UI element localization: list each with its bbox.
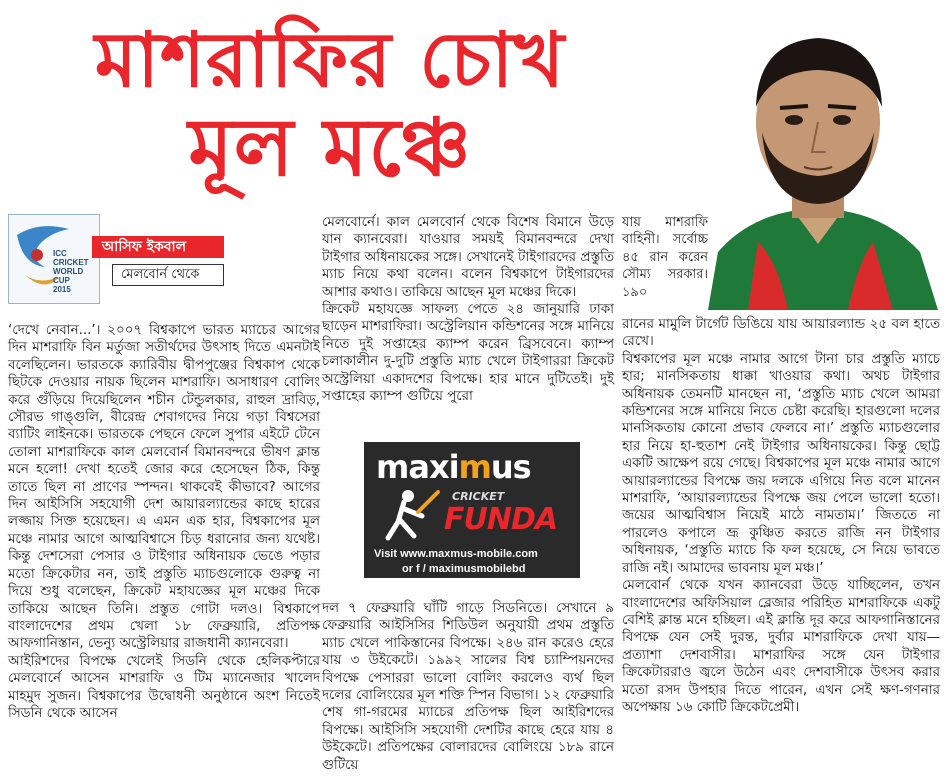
- dateline: মেলবোর্ন থেকে: [112, 264, 224, 286]
- paragraph: মেলবোর্নে। কাল মেলবোর্ন থেকে বিশেষ বিমানে উড়ে যান ক্যানবেরা। যাওয়ার সময়ই বিমানবন্দরে দেখা টাইগার অধিনায়কের সঙ্গে। সেখানেই টাইগারদের প্রস্তুতি ম্যাচ নিয়ে কথা বলেন। বলেন বিশ্বকাপে টাইগারদের আশার কথাও। তাকিয়ে আছেন মূল মঞ্চের দিকে।: [322, 215, 614, 300]
- paragraph: বিশ্বকাপের মূল মঞ্চে নামার আগে টানা চার প্রস্তুতি ম্যাচে হার; মানসিকতায় ধাক্কা খাওয়ার কথা। অথচ টাইগার অধিনায়ক তেমনটি মানছেন না, ‘প্রস্তুতি ম্যাচ খেলে আমরা কন্ডিশনের সঙ্গে মানিয়ে নিতে চেষ্টা করেছি। হারগুলো দলের মানসিকতায় কোনো প্রভাব ফেলবে না।’ প্রস্তুতি ম্যাচগুলোর হার নিয়ে হা-হুতাশ নেই টাইগার অধিনায়কের। কিন্তু ছোট্ট একটি আক্ষেপ রয়ে গেছে। বিশ্বকাপের মূল মঞ্চে নামার আগে আয়ারল্যান্ডের বিপক্ষে জয় দলকে এগিয়ে নিত বলে মানেন মাশরাফি, ‘আয়ারল্যান্ডের বিপক্ষে জয় পেলে ভালো হতো। জয়ের আত্মবিশ্বাস নিয়েই মাঠে নামতাম।’ জিততে না পারলেও কপালে ভ্রূ কুঞ্চিত করতে রাজি নন টাইগার অধিনায়ক, ‘প্রস্তুতি ম্যাচে কি ফল হয়েছে, সে নিয়ে ভাবতে রাজি নই। আমাদের ভাবনায় মূল মঞ্চ।’: [622, 351, 940, 576]
- ad-website-link[interactable]: Visit www.maxmus-mobile.com: [374, 548, 538, 560]
- paragraph: দল ৭ ফেব্রুয়ারি ঘাঁটি গাড়ে সিডনিতে। সেখানে ৯ ফেব্রুয়ারি আইসিসির শিডিউল অনুযায়ী প্রথম প্রস্তুতি ম্যাচ খেলে পাকিস্তানের বিপক্ষে। ২৪৬ রান করেও হেরে যায় ৩ উইকেটে। ১৯৯২ সালের বিশ্ব চ্যাম্পিয়নদের বিপক্ষে পেসাররা ভালো বোলিং করলেও ব্যর্থ ছিল দলের বোলিংয়ের মূল শক্তি স্পিন বিভাগ। ১২ ফেব্রুয়ারি শেষ গা-গরমের ম্যাচের প্রতিপক্ষ ছিল আইরিশদের বিপক্ষে। আইসিসি সহযোগী দেশটির কাছে হেরে যায় ৪ উইকেটে। প্রতিপক্ষের বোলারদের বোলিংয়ে ১৮৯ রানে গুটিয়ে: [322, 601, 614, 773]
- ad-funda-label: FUNDA: [444, 502, 558, 537]
- ad-facebook-link[interactable]: or f / maximusmobilebd: [402, 563, 526, 575]
- paragraph: আইরিশদের বিপক্ষে খেলেই সিডনি থেকে হেলিকপ্টারে মেলবোর্নে আসেন মাশরাফি ও টিম ম্যানেজার খালেদ মাহমুদ সুজন। বিশ্বকাপের উদ্বোধনী অনুষ্ঠানে অংশ নিতেই সিডনি থেকে আসেন: [8, 653, 320, 721]
- author-byline: আসিফ ইকবাল: [92, 236, 224, 258]
- article-column-1: [8, 322, 320, 722]
- paragraph: রানের মামুলি টার্গেট ডিঙিয়ে যায় আয়ারল্যান্ড ২৫ বল হাতে রেখে।: [622, 317, 940, 350]
- ad-brand-name: maximus: [376, 448, 531, 486]
- cricket-player-icon: [378, 486, 442, 546]
- player-photo: [688, 12, 940, 310]
- headline-line-1: মাশরাফির চোখ: [94, 15, 566, 104]
- paragraph: মেলবোর্ন থেকে যখন ক্যানবেরা উড়ে যাচ্ছিলেন, তখন বাংলাদেশের অফিসিয়াল ব্লেজার পরিহিত মাশরাফিকে একটু বেশিই ক্লান্ত মনে হচ্ছিল। এই ক্লান্তি দূর করে আফগানিস্তানের বিপক্ষে যেন সেই দুরন্ত, দুর্বার মাশরাফিকে দেখা যায়— প্রত্যাশা দেশবাসীর। মাশরাফির সঙ্গে যেন টাইগার ক্রিকেটাররাও জ্বলে উঠেন এবং দেশবাসীকে উৎসব করার মতো রসদ উপহার দিতে পারেন, এখন সেই ক্ষণ-গণনার অপেক্ষায় ১৬ কোটি ক্রিকেটপ্রেমী।: [622, 578, 940, 715]
- ad-cricket-label: CRICKET: [452, 490, 505, 503]
- article-column-3-top: [622, 214, 708, 301]
- article-column-2-top: [322, 214, 614, 405]
- paragraph: ক্রিকেট মহাযজ্ঞে সাফল্য পেতে ২৪ জানুয়ারি ঢাকা ছাড়েন মাশরাফিরা। অস্ট্রেলিয়ান কন্ডিশনের সঙ্গে মানিয়ে নিতে দুই সপ্তাহের ক্যাম্প করেন ব্রিসবেনে। ক্যাম্প চলাকালীন দু-দুটি প্রস্তুতি ম্যাচ খেলে টাইগাররা ক্রিকেট অস্ট্রেলিয়া একাদশের বিপক্ষে। হার মানে দুটিতেই। দুই সপ্তাহের ক্যাম্প গুটিয়ে পুরো: [322, 302, 614, 405]
- maximus-advertisement[interactable]: [364, 442, 580, 578]
- article-column-3-bottom: [622, 316, 940, 716]
- world-cup-logo: [8, 214, 100, 304]
- paragraph: ‘দেখে নেবান...’। ২০০৭ বিশ্বকাপে ভারত ম্যাচের আগের দিন মাশরাফি বিন মর্তুজা সতীর্থদের উৎসাহ দিতে এমনটাই বলেছিলেন। ভারতকে ক্যারিবীয় দ্বীপপুঞ্জের বিশ্বকাপ থেকে ছিটকে দেওয়ার নায়ক ছিলেন মাশরাফি। অসাধারণ বোলিং করে গুঁড়িয়ে দিয়েছিলেন শচীন টেন্ডুলকার, রাহুল দ্রাবিড়, সৌরভ গাঙ্গুলি, বীরেন্দ্র শেবাগদের নিয়ে গড়া বিশ্বসেরা ব্যাটিং লাইনকে। ভারতকে পেছনে ফেলে সুপার এইটে টেনে তোলা মাশরাফিকে কাল মেলবোর্ন বিমানবন্দরে ভীষণ ক্লান্ত মনে হলো! দেখা হতেই জোর করে হেসেছেন ঠিক, কিন্তু তাতে ছিল না প্রাণের স্পন্দন। থাকবেই কীভাবে? আগের দিন আইসিসি সহযোগী দেশ আয়ারল্যান্ডের কাছে হারের লজ্জায় সিক্ত হয়েছেন। এ এমন এক হার, বিশ্বকাপের মূল মঞ্চে নামার আগে আত্মবিশ্বাসে চিড় ধরানোর জন্য যথেষ্ট। কিন্তু দেশসেরা পেসার ও টাইগার অধিনায়ক ভেঙে পড়ার মতো ক্রিকেটার নন, তাই প্রস্তুতি ম্যাচগুলোকে গুরুত্ব না দিয়ে শুধু বলেছেন, ক্রিকেট মহাযজ্ঞের মূল মঞ্চের দিকে তাকিয়ে আছেন তিনি। প্রস্তুত গোটা দলও। বিশ্বকাপে বাংলাদেশের প্রথম খেলা ১৮ ফেব্রুয়ারি, প্রতিপক্ষ আফগানিস্তান, ভেন্যু অস্ট্রেলিয়ার রাজধানী ক্যানবেরা।: [8, 323, 320, 652]
- article-column-2-bottom: [322, 600, 614, 774]
- paragraph: যায় মাশরাফি বাহিনী। সর্বোচ্চ ৪৫ রান করেন সৌম্য সরকার। ১৯০: [622, 215, 708, 300]
- world-cup-logo-text: ICC CRICKET WORLD CUP 2015: [53, 249, 89, 294]
- headline-line-2: মূল মঞ্চে: [188, 101, 472, 194]
